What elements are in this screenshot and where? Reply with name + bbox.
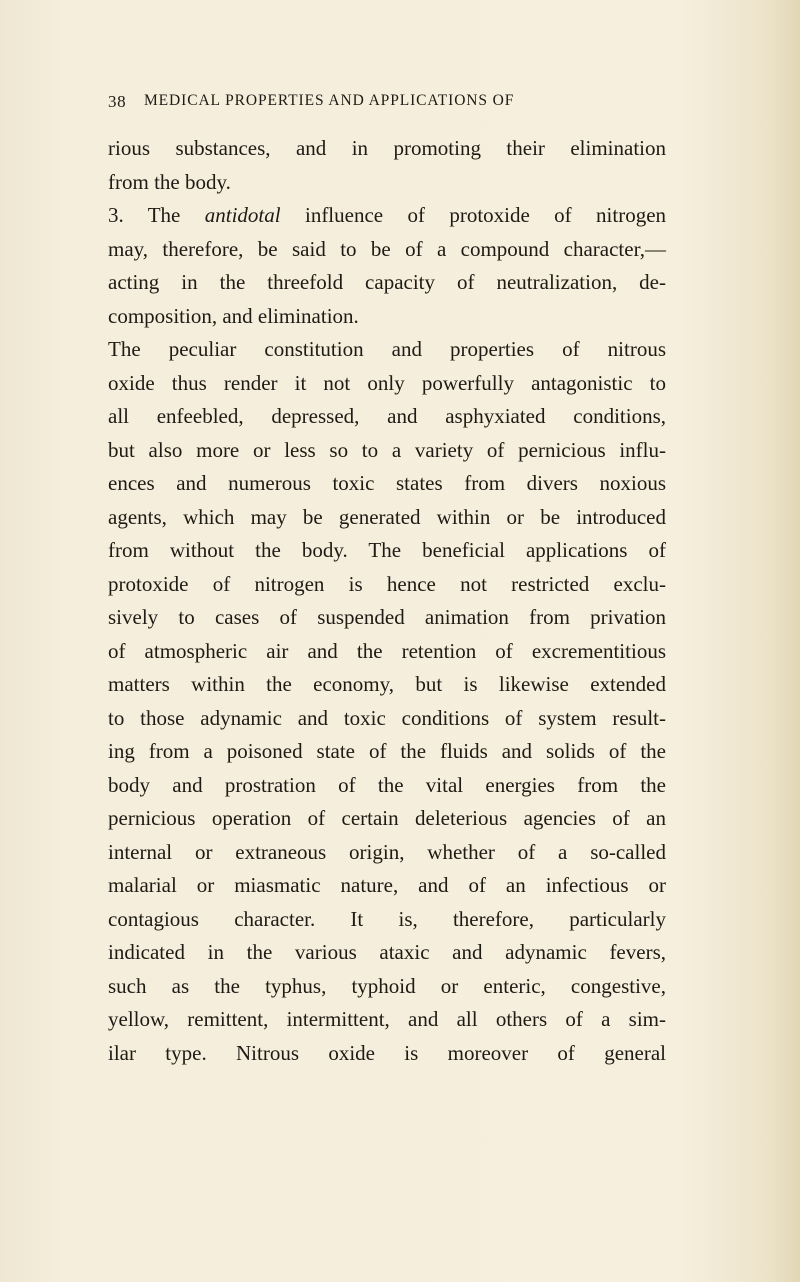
text-line: acting in the threefold capacity of neutralization, de- — [108, 270, 666, 294]
text-line: sively to cases of suspended animation from privation — [108, 605, 666, 629]
text-line: of atmospheric air and the retention of excrementitious — [108, 638, 666, 663]
text-line: from the body. — [108, 169, 231, 194]
body-text — [108, 132, 666, 1070]
text-line: indicated in the various ataxic and adynamic fevers, — [108, 940, 666, 964]
text-line: malarial or miasmatic nature, and of an infectious or — [108, 873, 666, 897]
text-line: ences and numerous toxic states from divers noxious — [108, 471, 666, 495]
text-line: from without the body. The beneficial applications of — [108, 538, 666, 562]
text-line: contagious character. It is, therefore, particularly — [108, 906, 666, 931]
text-line — [108, 199, 666, 233]
page-number: 38 — [108, 92, 127, 111]
text-line: matters within the economy, but is likewise extended — [108, 672, 666, 696]
text-line: pernicious operation of certain deleterious agencies of an — [108, 806, 666, 830]
text-line: ilar type. Nitrous oxide is moreover of general — [108, 1040, 666, 1065]
text-line: yellow, remittent, intermittent, and all others of a sim- — [108, 1007, 666, 1031]
text-line: may, therefore, be said to be of a compound character,— — [108, 236, 666, 261]
text-line: but also more or less so to a variety of pernicious influ- — [108, 437, 666, 462]
text-line: to those adynamic and toxic conditions of system result- — [108, 705, 666, 730]
text-line: internal or extraneous origin, whether of a so-called — [108, 839, 666, 864]
text-line: rious substances, and in promoting their elimination — [108, 136, 666, 160]
running-title: MEDICAL PROPERTIES AND APPLICATIONS OF — [144, 92, 515, 109]
text-fragment: 3. The — [108, 203, 181, 227]
text-line: agents, which may be generated within or be introduced — [108, 504, 666, 529]
text-line: composition, and elimination. — [108, 303, 359, 328]
text-line: protoxide of nitrogen is hence not restricted exclu- — [108, 571, 666, 596]
page-header — [108, 92, 668, 116]
text-line: such as the typhus, typhoid or enteric, congestive, — [108, 973, 666, 998]
text-line: body and prostration of the vital energies from the — [108, 772, 666, 797]
text-line: oxide thus render it not only powerfully antagonistic to — [108, 370, 666, 395]
text-fragment: influence of protoxide of nitrogen — [304, 203, 667, 227]
text-line: all enfeebled, depressed, and asphyxiated conditions, — [108, 404, 666, 428]
text-line: The peculiar constitution and properties of nitrous — [108, 337, 666, 361]
italic-term: antidotal — [204, 203, 281, 227]
text-line: ing from a poisoned state of the fluids and solids of the — [108, 739, 666, 763]
